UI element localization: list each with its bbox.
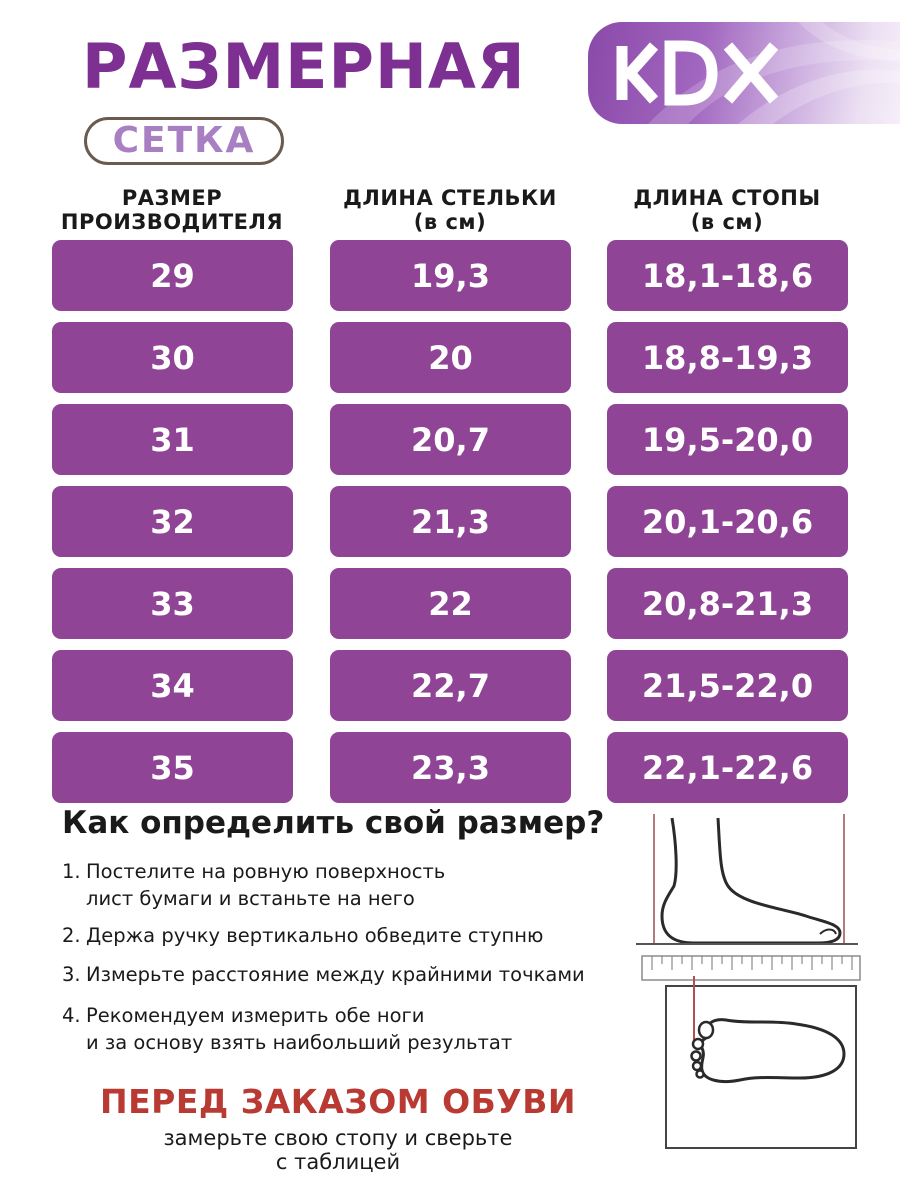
table-cell-foot: 22,1-22,6: [607, 732, 848, 803]
table-cell-size: 35: [52, 732, 293, 803]
cta-line: с таблицей: [275, 1150, 401, 1174]
table-cell-foot: 18,1-18,6: [607, 240, 848, 311]
step-text: лист бумаги и встаньте на него: [86, 887, 415, 910]
column-header-line: (в см): [690, 210, 764, 234]
column-header-line: ДЛИНА СТОПЫ: [633, 186, 821, 210]
table-cell-foot: 20,1-20,6: [607, 486, 848, 557]
subtitle-badge: [84, 117, 284, 165]
table-cell-foot: 21,5-22,0: [607, 650, 848, 721]
column-header-line: ПРОИЗВОДИТЕЛЯ: [60, 210, 284, 234]
table-cell-foot: 18,8-19,3: [607, 322, 848, 393]
brand-name: KDX: [588, 22, 591, 23]
howto-title: Как определить свой размер?: [62, 805, 605, 841]
table-cell-insole: 19,3: [330, 240, 571, 311]
step-text: и за основу взять наибольший результат: [86, 1031, 513, 1054]
step-number: 3.: [62, 963, 81, 986]
column-header-insole: [300, 186, 600, 234]
table-cell-insole: 21,3: [330, 486, 571, 557]
step-number: 2.: [62, 924, 81, 947]
table-cell-size: 30: [52, 322, 293, 393]
step-text: Измерьте расстояние между крайними точками: [86, 963, 585, 986]
column-header-foot: [577, 186, 877, 234]
step-text: Держа ручку вертикально обведите ступню: [86, 924, 544, 947]
table-cell-size: 29: [52, 240, 293, 311]
table-cell-size: 32: [52, 486, 293, 557]
step-number: 4.: [62, 1004, 81, 1027]
subtitle-text: СЕТКА: [112, 120, 256, 161]
column-header-line: (в см): [413, 210, 487, 234]
table-cell-foot: 19,5-20,0: [607, 404, 848, 475]
table-cell-insole: 22: [330, 568, 571, 639]
table-cell-insole: 20: [330, 322, 571, 393]
howto-step: [62, 858, 445, 912]
howto-step: [62, 961, 585, 988]
brand-logo-panel: [588, 22, 900, 124]
howto-step: [62, 922, 543, 949]
kdx-logo-icon: [588, 22, 900, 124]
column-header-line: РАЗМЕР: [121, 186, 223, 210]
cta-line: замерьте свою стопу и сверьте: [163, 1126, 513, 1150]
table-cell-insole: 22,7: [330, 650, 571, 721]
table-cell-foot: 20,8-21,3: [607, 568, 848, 639]
step-number: 1.: [62, 860, 81, 883]
column-header-line: ДЛИНА СТЕЛЬКИ: [343, 186, 557, 210]
step-text: Постелите на ровную поверхность: [86, 860, 446, 883]
cta-text: [0, 1126, 676, 1174]
cta-title: ПЕРЕД ЗАКАЗОМ ОБУВИ: [99, 1082, 576, 1121]
table-cell-size: 31: [52, 404, 293, 475]
howto-step: [62, 1002, 512, 1056]
table-cell-insole: 23,3: [330, 732, 571, 803]
foot-measure-illustration-icon: [636, 812, 866, 1152]
column-header-size: [22, 186, 322, 234]
table-cell-size: 34: [52, 650, 293, 721]
table-cell-insole: 20,7: [330, 404, 571, 475]
step-text: Рекомендуем измерить обе ноги: [86, 1004, 425, 1027]
table-cell-size: 33: [52, 568, 293, 639]
page-title: РАЗМЕРНАЯ: [82, 30, 526, 103]
